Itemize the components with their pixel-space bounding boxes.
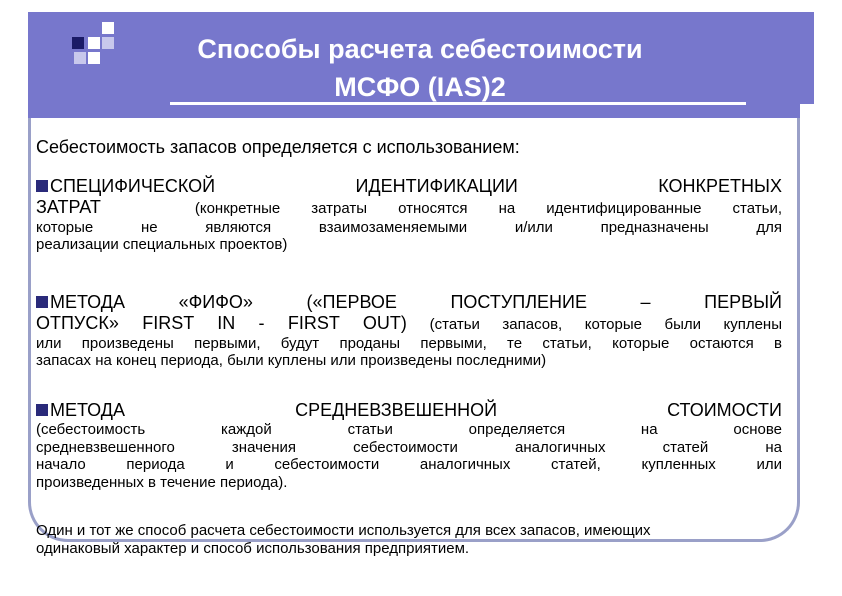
section3-heading: МЕТОДА СРЕДНЕВЗВЕШЕННОЙ СТОИМОСТИ xyxy=(36,400,782,421)
page-title xyxy=(130,30,710,106)
section3-line3: средневзвешенного значения себестоимости аналогичных статей на xyxy=(36,438,782,456)
section1-line2: ЗАТРАТ (конкретные затраты относятся на идентифицированные статьи, xyxy=(36,197,782,218)
footer-note xyxy=(36,522,782,559)
bullet-icon xyxy=(36,296,48,308)
section1-line4: реализации специальных проектов) xyxy=(36,236,288,254)
section2-line4: запасах на конец периода, были куплены или произведены последними) xyxy=(36,352,547,370)
section2-heading: МЕТОДА «ФИФО» («ПЕРВОЕ ПОСТУПЛЕНИЕ – ПЕРВЫЙ xyxy=(36,292,782,313)
section1-line3: которые не являются взаимозаменяемыми и/или предназначены для xyxy=(36,218,782,236)
intro-text: Себестоимость запасов определяется с использованием: xyxy=(36,137,520,157)
footer-line-2: одинаковый характер и способ использования предприятием. xyxy=(36,540,470,558)
title-line-1: Способы расчета себестоимости xyxy=(197,34,643,64)
section3-line5: произведенных в течение периода). xyxy=(36,473,288,491)
title-underline xyxy=(170,102,746,105)
title-line-2: МСФО (IAS)2 xyxy=(334,72,506,102)
section2-line3: или произведены первыми, будут проданы первыми, те статьи, которые остаются в xyxy=(36,334,782,352)
banner-corner-notch xyxy=(800,104,842,128)
bullet-icon xyxy=(36,404,48,416)
footer-line-1: Один и тот же способ расчета себестоимости используется для всех запасов, имеющих xyxy=(36,522,651,539)
section1-heading: СПЕЦИФИЧЕСКОЙ ИДЕНТИФИКАЦИИ КОНКРЕТНЫХ xyxy=(36,176,782,197)
section2-line2: ОТПУСК» FIRST IN - FIRST OUT) (статьи запасов, которые были куплены xyxy=(36,313,782,334)
section-weighted-average xyxy=(36,400,782,491)
bullet-icon xyxy=(36,180,48,192)
section-specific-identification xyxy=(36,176,782,254)
section3-line2: (себестоимость каждой статьи определяется на основе xyxy=(36,421,782,439)
section3-line4: начало периода и себестоимости аналогичных статей, купленных или xyxy=(36,456,782,474)
section-fifo xyxy=(36,292,782,370)
